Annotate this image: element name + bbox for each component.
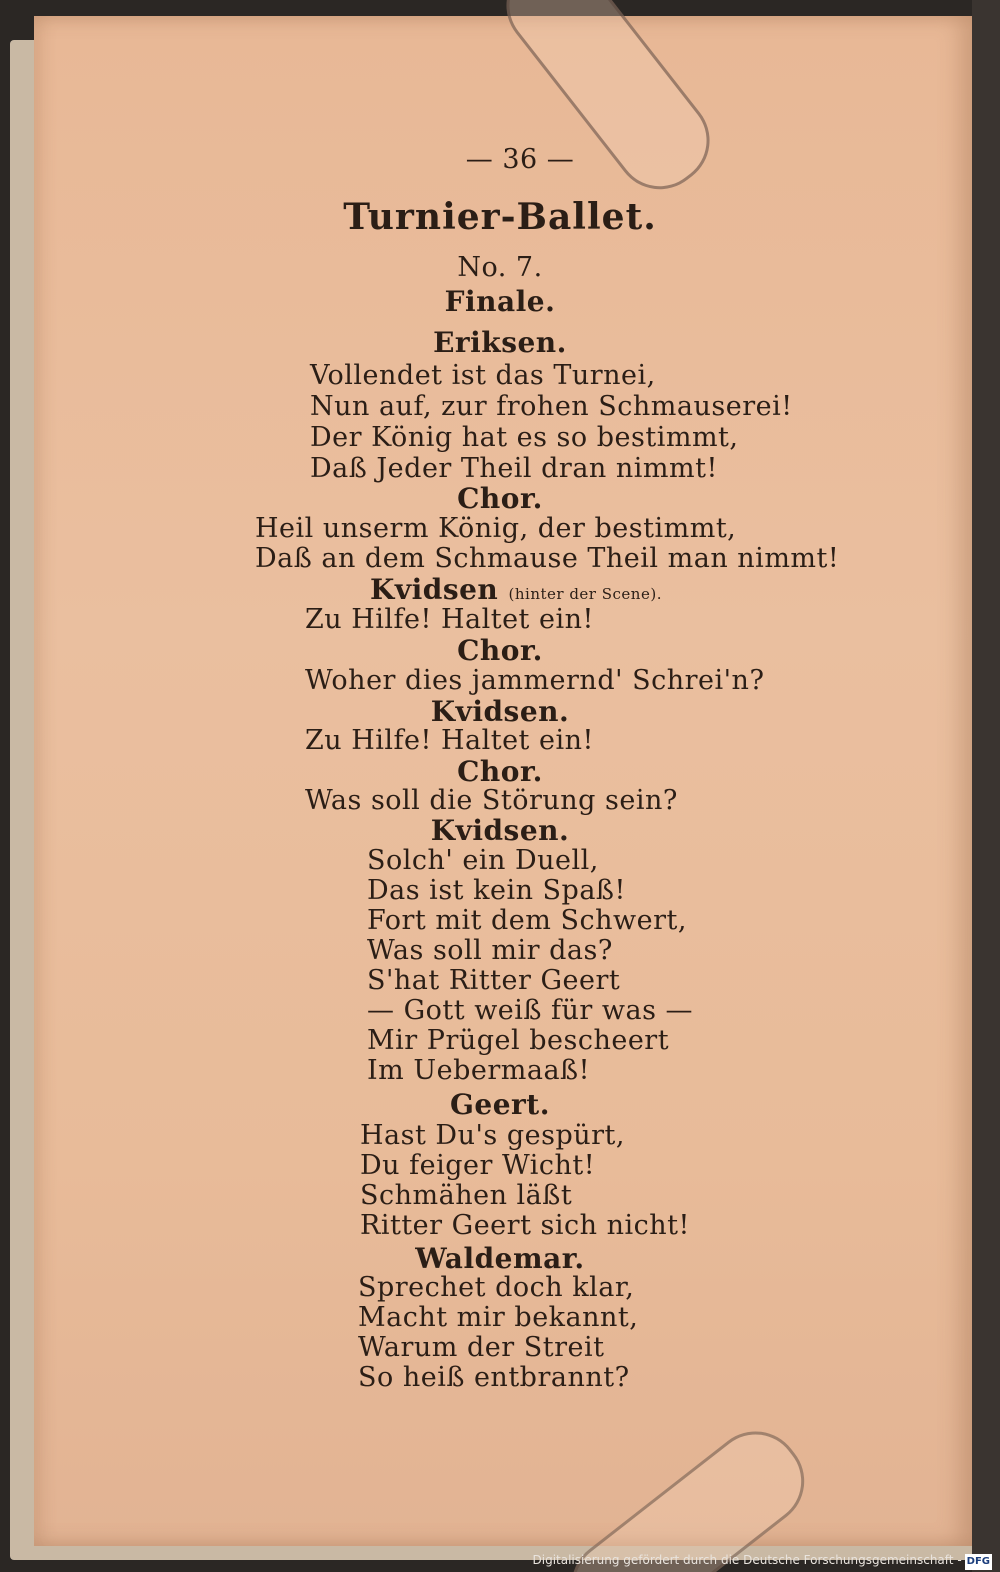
verse-line: Das ist kein Spaß! — [367, 875, 626, 906]
credit-text: Digitalisierung gefördert durch die Deutsche Forschungsgemeinschaft - — [532, 1553, 962, 1567]
verse-line: Warum der Streit — [358, 1332, 605, 1363]
verse-line: Nun auf, zur frohen Schmauserei! — [310, 391, 793, 422]
speaker-label: Kvidsen — [370, 573, 499, 606]
verse-line: Daß Jeder Theil dran nimmt! — [310, 453, 718, 484]
verse-line: Schmähen läßt — [360, 1180, 573, 1211]
verse-line: Sprechet doch klar, — [358, 1272, 635, 1303]
verse-line: S'hat Ritter Geert — [367, 965, 621, 996]
verse-line: Daß an dem Schmause Theil man nimmt! — [255, 543, 840, 574]
speaker-name: Chor. — [457, 634, 543, 667]
dfg-logo: DFG — [965, 1554, 992, 1570]
verse-line: Im Uebermaaß! — [367, 1055, 590, 1086]
verse-line: Der König hat es so bestimmt, — [310, 422, 739, 453]
verse-line: Hast Du's gespürt, — [360, 1120, 625, 1151]
verse-line: Ritter Geert sich nicht! — [360, 1210, 690, 1241]
verse-line: Was soll die Störung sein? — [305, 785, 678, 816]
verse-line: Was soll mir das? — [367, 935, 613, 966]
speaker-name: Kvidsen. — [430, 695, 570, 728]
verse-line: Solch' ein Duell, — [367, 845, 599, 876]
speaker-name: Waldemar. — [415, 1242, 585, 1275]
verse-line: So heiß entbrannt? — [358, 1362, 630, 1393]
speaker-name: Eriksen. — [433, 326, 567, 359]
verse-line: Heil unserm König, der bestimmt, — [255, 513, 737, 544]
verse-line: Du feiger Wicht! — [360, 1150, 596, 1181]
section-heading: Finale. — [444, 285, 556, 318]
page-title: Turnier-Ballet. — [343, 196, 657, 238]
speaker-name: Chor. — [457, 482, 543, 515]
stage-direction: (hinter der Scene). — [508, 585, 662, 603]
verse-line: Macht mir bekannt, — [358, 1302, 639, 1333]
verse-line: Mir Prügel bescheert — [367, 1025, 670, 1056]
verse-line: Woher dies jammernd' Schrei'n? — [305, 665, 765, 696]
verse-line: Fort mit dem Schwert, — [367, 905, 687, 936]
page-number: — 36 — — [465, 144, 575, 175]
verse-line: Zu Hilfe! Haltet ein! — [305, 604, 594, 635]
speaker-name: Geert. — [450, 1088, 550, 1121]
verse-line: Zu Hilfe! Haltet ein! — [305, 725, 594, 756]
number-heading: No. 7. — [457, 252, 543, 283]
speaker-name: Chor. — [457, 755, 543, 788]
verse-line: Vollendet ist das Turnei, — [310, 360, 656, 391]
speaker-name: Kvidsen. — [430, 814, 570, 847]
digitization-credit — [533, 1552, 993, 1570]
verse-line: — Gott weiß für was — — [367, 995, 694, 1026]
